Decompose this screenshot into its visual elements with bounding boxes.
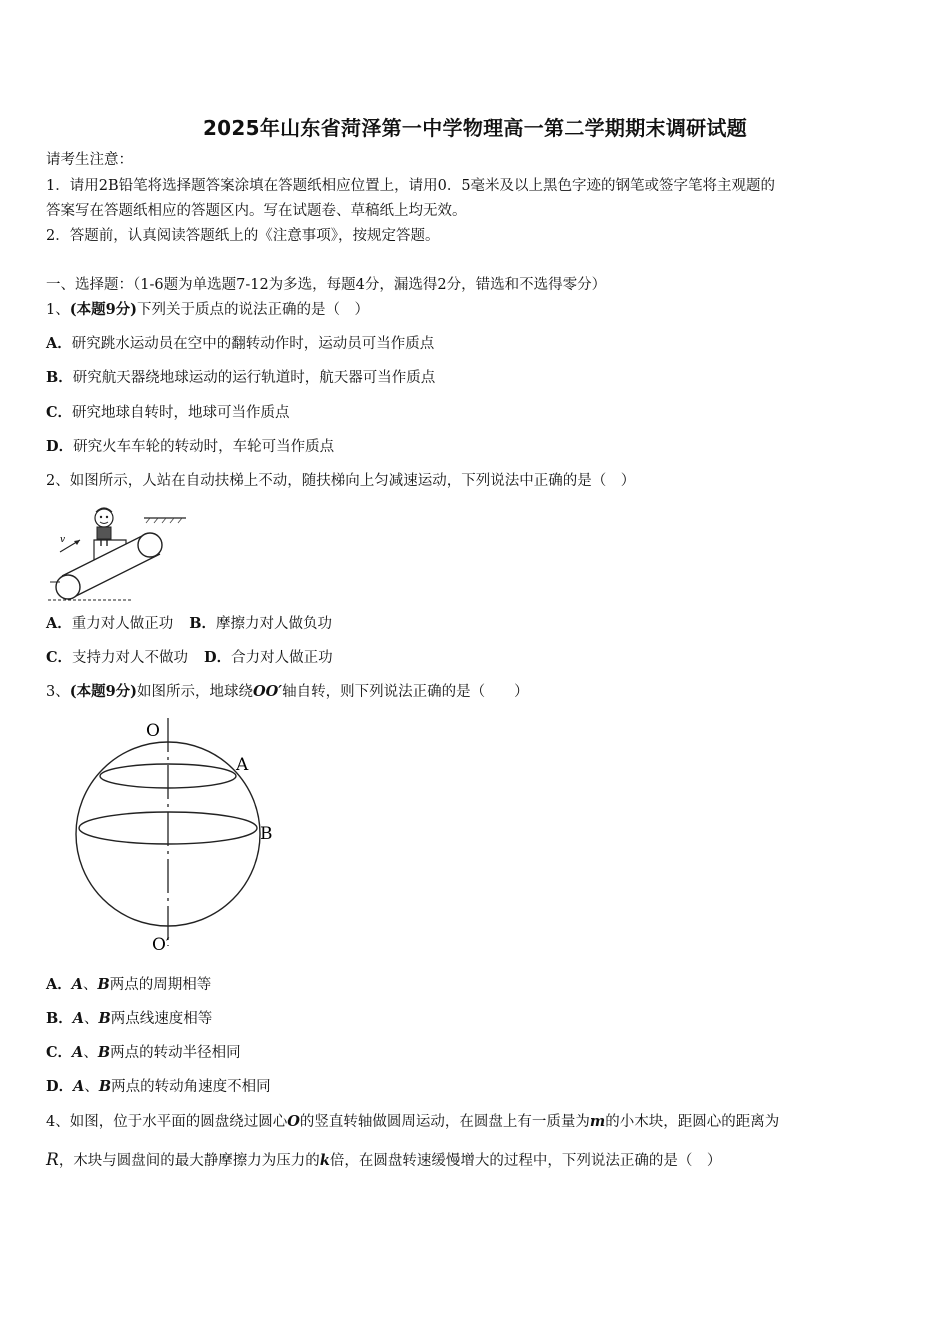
point-symbol: A <box>72 1010 85 1027</box>
question-number: 1、 <box>46 302 70 318</box>
option-text: 重力对人做正功 <box>71 616 174 632</box>
point-symbol: B <box>98 1078 112 1095</box>
earth-rotation-figure <box>74 714 286 956</box>
option-text: 合力对人做正功 <box>231 650 333 666</box>
notice-item-1-line-1: 1．请用2B铅笔将选择题答案涂填在答题纸相应位置上，请用0．5毫米及以上黑色字迹的钢笔或签字笔将主观题的 <box>46 178 776 194</box>
center-symbol: O <box>287 1113 300 1130</box>
point-symbol: A <box>71 976 84 993</box>
question-text: 4、如图，位于水平面的圆盘绕过圆心 <box>46 1114 288 1130</box>
axis-top-label: O <box>146 721 160 741</box>
option-label: A． <box>46 615 72 632</box>
question-text: ，木块与圆盘间的最大静摩擦力为压力的 <box>58 1153 320 1169</box>
separator: 、 <box>83 1045 98 1061</box>
option-text: 研究火车车轮的转动时，车轮可当作质点 <box>73 439 335 455</box>
option-label: B． <box>46 1010 73 1027</box>
separator: 、 <box>83 977 98 993</box>
option-text: 两点的转动半径相同 <box>110 1045 241 1061</box>
q3-option-b <box>46 1009 212 1029</box>
separator: 、 <box>84 1079 99 1095</box>
q2-options-row-2 <box>46 648 333 668</box>
question-score: (本题9分) <box>69 301 138 318</box>
axis-symbol: OO′ <box>253 683 283 700</box>
question-2-stem: 2、如图所示，人站在自动扶梯上不动，随扶梯向上匀减速运动，下列说法中正确的是（ ） <box>46 473 636 489</box>
radius-symbol: R <box>46 1150 59 1170</box>
point-symbol: A <box>73 1078 85 1095</box>
notice-heading: 请考生注意： <box>46 152 133 168</box>
question-text: 如图所示，地球绕 <box>137 684 254 700</box>
notice-item-1-line-2: 答案写在答题纸相应的答题区内。写在试题卷、草稿纸上均无效。 <box>46 203 467 219</box>
point-symbol: B <box>97 1044 111 1061</box>
question-text: 下列关于质点的说法正确的是（ ） <box>137 302 370 318</box>
option-text: 研究航天器绕地球运动的运行轨道时，航天器可当作质点 <box>72 370 436 386</box>
escalator-figure <box>46 502 188 604</box>
question-1-stem <box>46 300 369 320</box>
question-3-stem <box>46 682 529 702</box>
k-symbol: k <box>319 1152 330 1169</box>
option-text: 两点的转动角速度不相同 <box>111 1079 271 1095</box>
section-heading: 一、选择题：（1-6题为单选题7-12为多选，每题4分，漏选得2分，错选和不选得零分） <box>46 277 607 293</box>
page-title: 2025年山东省菏泽第一中学物理高一第二学期期末调研试题 <box>202 116 748 140</box>
axis-bottom-label: O′ <box>152 935 170 955</box>
question-number: 3、 <box>46 684 70 700</box>
option-label: A． <box>46 976 72 993</box>
q2-options-row-1 <box>46 614 332 634</box>
upper-roller <box>138 533 162 557</box>
option-label: B． <box>189 615 217 632</box>
option-text: 研究地球自转时，地球可当作质点 <box>72 405 290 421</box>
question-text: 的小木块，距圆心的距离为 <box>605 1114 780 1130</box>
option-label: C． <box>46 1044 73 1061</box>
option-text: 两点的周期相等 <box>109 977 212 993</box>
option-label: B． <box>46 369 73 386</box>
option-label: C． <box>46 649 73 666</box>
separator: 、 <box>84 1011 99 1027</box>
option-text: 支持力对人不做功 <box>72 650 189 666</box>
option-label: D． <box>204 649 232 666</box>
question-score: (本题9分) <box>69 683 138 700</box>
q1-option-a <box>46 334 434 354</box>
question-text: 倍，在圆盘转速缓慢增大的过程中，下列说法正确的是（ ） <box>329 1153 722 1169</box>
q3-option-d <box>46 1077 271 1097</box>
upper-floor-hatch <box>146 518 182 523</box>
velocity-label: v <box>60 535 66 545</box>
q3-option-a <box>46 975 211 995</box>
point-symbol: B <box>97 976 110 993</box>
q3-option-c <box>46 1043 241 1063</box>
option-label: D． <box>46 438 74 455</box>
option-label: A． <box>46 335 72 352</box>
question-4-line-2 <box>46 1150 721 1171</box>
point-b-label: B <box>260 824 273 844</box>
option-text: 摩擦力对人做负功 <box>216 616 333 632</box>
option-label: C． <box>46 404 73 421</box>
question-4-line-1 <box>46 1112 779 1132</box>
q1-option-d <box>46 437 334 457</box>
option-label: D． <box>46 1078 74 1095</box>
notice-item-2: 2．答题前，认真阅读答题纸上的《注意事项》，按规定答题。 <box>46 228 440 244</box>
mass-symbol: m <box>589 1113 606 1130</box>
question-text: 的竖直转轴做圆周运动，在圆盘上有一质量为 <box>299 1114 590 1130</box>
point-symbol: B <box>98 1010 111 1027</box>
lower-roller <box>56 575 80 599</box>
point-a-label: A <box>236 755 249 775</box>
option-text: 研究跳水运动员在空中的翻转动作时，运动员可当作质点 <box>71 336 435 352</box>
q1-option-b <box>46 368 435 388</box>
q1-option-c <box>46 403 290 423</box>
question-text: 轴自转，则下列说法正确的是（ ） <box>282 684 529 700</box>
escalator-belt-bottom <box>72 554 160 598</box>
option-text: 两点线速度相等 <box>110 1011 213 1027</box>
point-symbol: A <box>72 1044 84 1061</box>
